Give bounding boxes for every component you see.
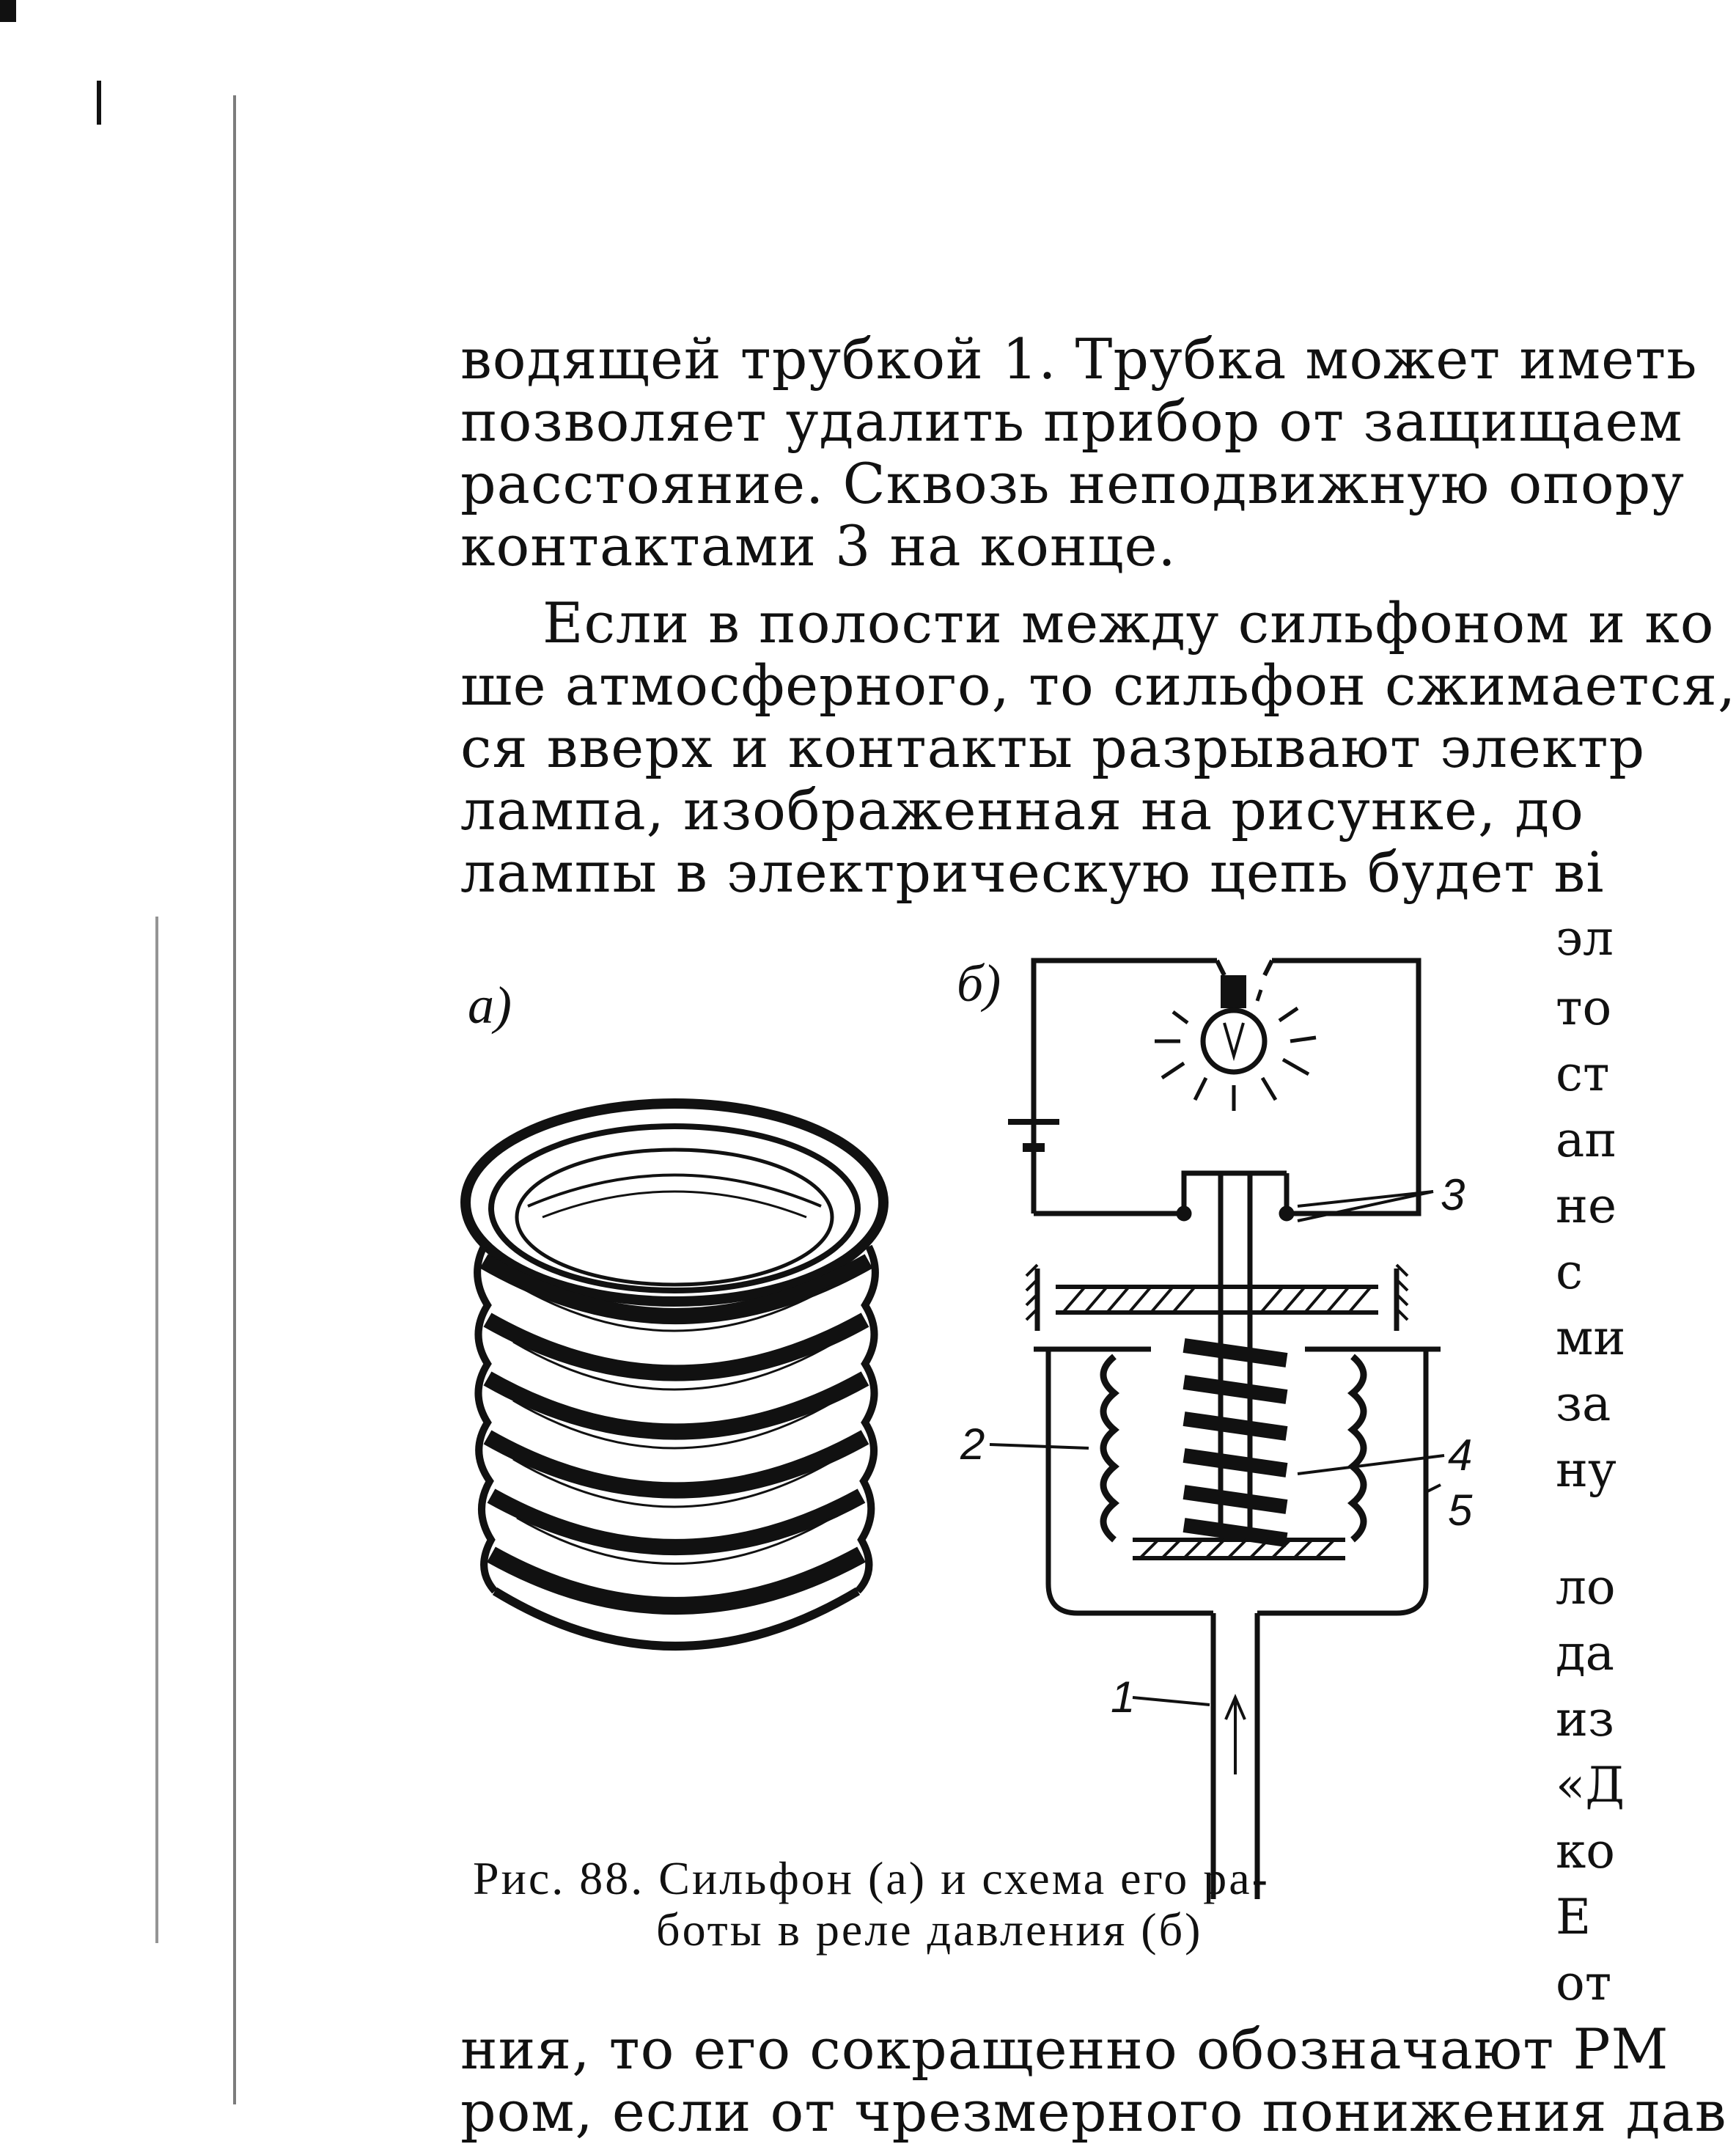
- text-line: лампа, изображенная на рисунке, до: [460, 777, 1584, 842]
- part-number-1: 1: [1111, 1673, 1136, 1722]
- right-column-fragment: ко: [1556, 1823, 1615, 1879]
- relay-schematic: [990, 961, 1444, 1899]
- figure-label-b: б): [957, 954, 1001, 1013]
- text-line: ше атмосферного, то сильфон сжимается,: [460, 653, 1736, 718]
- right-column-fragment: ст: [1556, 1046, 1610, 1102]
- right-column-fragment: «Д: [1556, 1757, 1625, 1813]
- right-column-fragment: из: [1556, 1691, 1614, 1747]
- right-column-fragment: от: [1556, 1955, 1612, 2011]
- text-line: водящей трубкой 1. Трубка может иметь: [460, 326, 1698, 392]
- right-column-fragment: с: [1556, 1244, 1583, 1300]
- figure-caption-line1: Рис. 88. Сильфон (а) и схема его ра-: [473, 1852, 1270, 1904]
- right-column-fragment: эл: [1556, 910, 1614, 966]
- text-line: ния, то его сокращенно обозначают РМ: [460, 2016, 1669, 2082]
- part-number-4: 4: [1448, 1431, 1473, 1480]
- text-line: ся вверх и контакты разрывают электр: [460, 715, 1646, 780]
- text-line: расстояние. Сквозь неподвижную опору: [460, 451, 1685, 516]
- right-column-fragment: ап: [1556, 1112, 1617, 1168]
- text-line: Если в полости между сильфоном и ко: [542, 590, 1715, 656]
- text-line: позволяет удалить прибор от защищаем: [460, 389, 1683, 454]
- bellows-illustration: [466, 1104, 883, 1646]
- right-column-fragment: да: [1556, 1625, 1614, 1681]
- text-line: лампы в электрическую цепь будет ві: [460, 840, 1605, 905]
- part-number-5: 5: [1448, 1486, 1473, 1535]
- right-column-fragment: то: [1556, 980, 1612, 1036]
- right-column-fragment: Е: [1556, 1889, 1592, 1945]
- right-column-fragment: не: [1556, 1178, 1617, 1234]
- figure-label-a: а): [468, 976, 512, 1035]
- text-line-partial: ром, если от чрезмерного понижения дав: [460, 2079, 1727, 2144]
- right-column-fragment: ми: [1556, 1310, 1626, 1366]
- figure-caption-line2: боты в реле давления (б): [656, 1903, 1203, 1956]
- part-number-3: 3: [1441, 1170, 1465, 1219]
- lamp-icon: [1155, 961, 1316, 1111]
- right-column-fragment: ну: [1556, 1442, 1617, 1498]
- part-number-2: 2: [960, 1420, 985, 1469]
- right-column-fragment: ло: [1556, 1559, 1616, 1615]
- right-column-fragment: за: [1556, 1376, 1611, 1432]
- text-line: контактами 3 на конце.: [460, 513, 1177, 579]
